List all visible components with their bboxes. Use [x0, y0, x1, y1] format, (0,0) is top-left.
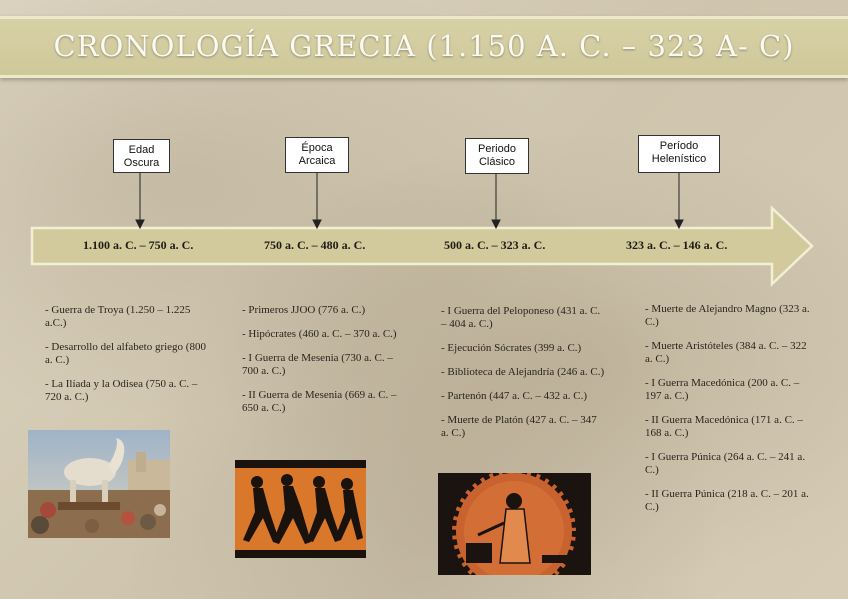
- event-item: - I Guerra del Peloponeso (431 a. C. – 404 a. C.): [441, 305, 601, 330]
- trojan-horse-painting: [28, 430, 170, 538]
- greek-kylix-painting: [438, 473, 591, 575]
- event-item: - II Guerra de Mesenia (669 a. C. – 650 a. C.): [242, 389, 397, 414]
- greek-runners-vase: [235, 460, 366, 558]
- events-column-1: [45, 304, 213, 415]
- event-item: - I Guerra Macedónica (200 a. C. – 197 a. C.): [645, 377, 800, 402]
- event-item: - Guerra de Troya (1.250 – 1.225 a.C.): [45, 304, 191, 329]
- event-item: - Muerte de Platón (427 a. C. – 347 a. C.): [441, 414, 597, 439]
- range-periodo-helenistico: 323 a. C. – 146 a. C.: [626, 238, 728, 252]
- event-item: - I Guerra de Mesenia (730 a. C. – 700 a. C.): [242, 352, 393, 377]
- page-title: CRONOLOGÍA GRECIA (1.150 A. C. – 323 A- C): [53, 29, 795, 63]
- event-item: - Hipócrates (460 a. C. – 370 a. C.): [242, 328, 397, 340]
- event-item: - Partenón (447 a. C. – 432 a. C.): [441, 390, 588, 402]
- event-item: - Desarrollo del alfabeto griego (800 a. C.): [45, 341, 206, 366]
- period-label-epoca-arcaica: Época Arcaica: [285, 137, 349, 173]
- event-item: - II Guerra Macedónica (171 a. C. – 168 a. C.): [645, 414, 803, 439]
- range-periodo-clasico: 500 a. C. – 323 a. C.: [444, 238, 546, 252]
- events-column-4: [645, 303, 810, 525]
- event-item: - Biblioteca de Alejandría (246 a. C.): [441, 366, 605, 378]
- events-column-3: [441, 305, 607, 451]
- period-label-periodo-clasico: Periodo Clásico: [465, 138, 529, 174]
- period-label-periodo-helenistico: Período Helenístico: [638, 135, 720, 173]
- events-column-2: [242, 304, 408, 426]
- event-item: - La Ilíada y la Odisea (750 a. C. – 720 a. C.): [45, 378, 198, 403]
- event-item: - Muerte Aristóteles (384 a. C. – 322 a. C.): [645, 340, 807, 365]
- range-edad-oscura: 1.100 a. C. – 750 a. C.: [83, 238, 194, 252]
- event-item: - II Guerra Púnica (218 a. C. – 201 a. C.): [645, 488, 809, 513]
- period-label-edad-oscura: Edad Oscura: [113, 139, 170, 173]
- event-item: - Ejecución Sócrates (399 a. C.): [441, 342, 582, 354]
- event-item: - I Guerra Púnica (264 a. C. – 241 a. C.): [645, 451, 806, 476]
- range-epoca-arcaica: 750 a. C. – 480 a. C.: [264, 238, 366, 252]
- event-item: - Muerte de Alejandro Magno (323 a. C.): [645, 303, 810, 328]
- event-item: - Primeros JJOO (776 a. C.): [242, 304, 366, 316]
